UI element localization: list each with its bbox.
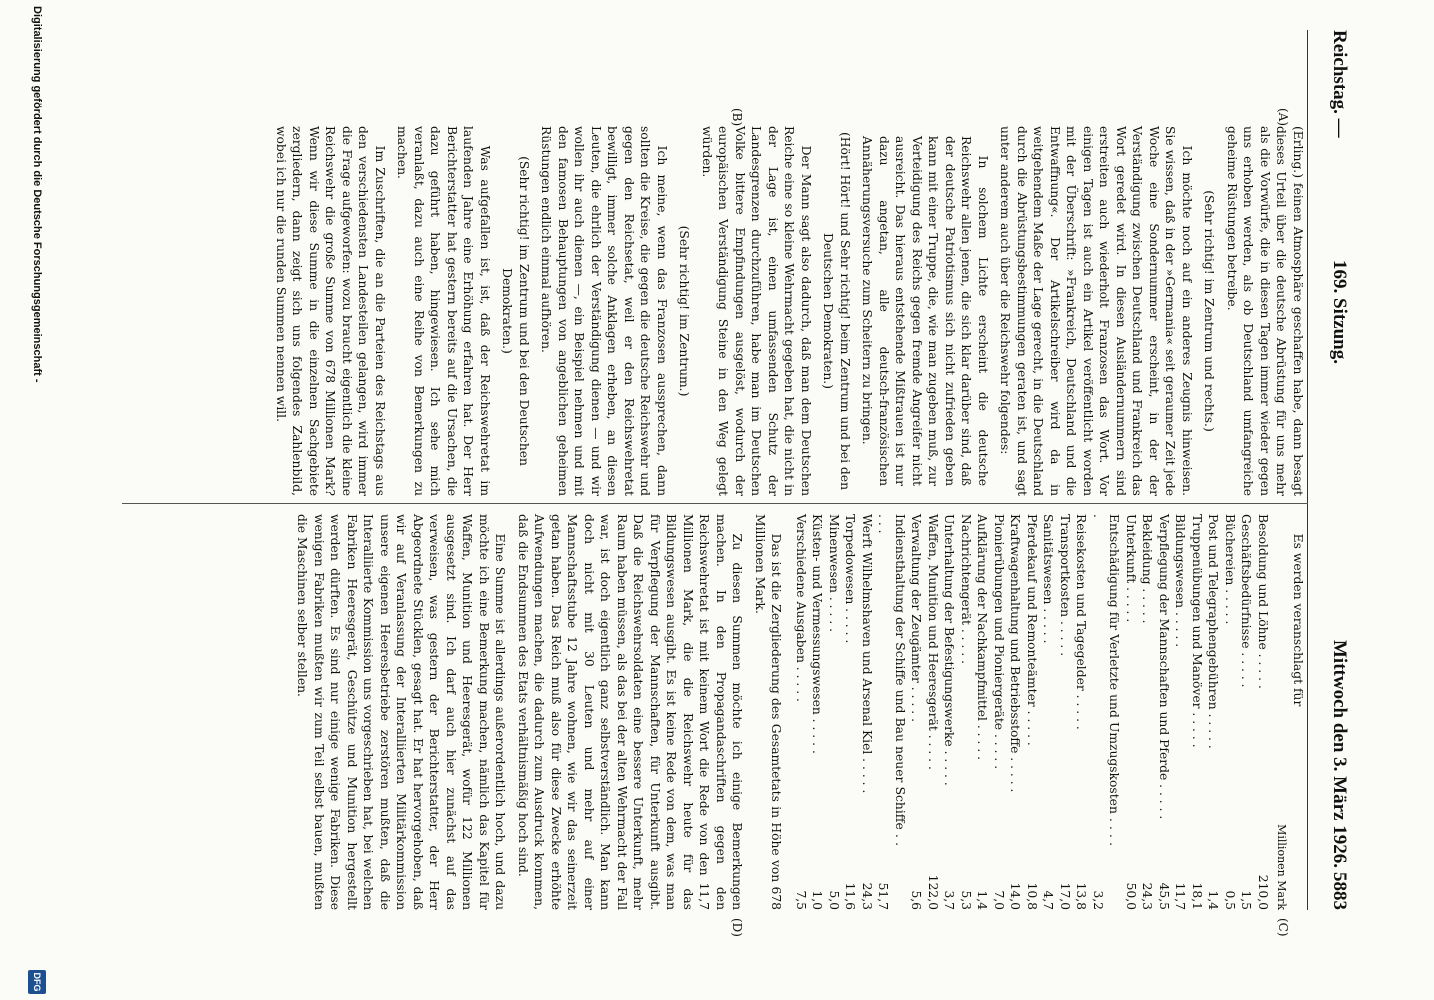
header-rule: [1307, 30, 1308, 910]
table-row: [1123, 514, 1140, 910]
row-value: 3,2: [1091, 890, 1105, 910]
row-label: Post und Telegraphengebühren . . . . .: [1206, 514, 1221, 749]
interjection: (Sehr richtig! im Zentrum und rechts.): [1202, 190, 1217, 432]
paragraph: Das ist die Zergliederung des Gesamtetats in Höhe von 678 Millionen Mark.: [753, 514, 784, 910]
row-label: Verpflegung der Mannschaften und Pferde . . . . .: [1157, 514, 1171, 820]
row-value: 17,0: [1058, 882, 1072, 910]
row-label: Entschädigung für Verletzte und Umzugskosten . . . . .: [1091, 514, 1122, 846]
row-value: 210,0: [1256, 874, 1270, 910]
row-label: Transportkosten . . . . .: [1058, 514, 1072, 657]
table-row: [991, 514, 1008, 910]
row-value: 45,5: [1157, 882, 1171, 910]
row-value: 14,0: [1008, 882, 1023, 910]
page-number: 5883: [1329, 872, 1350, 910]
row-value: 7,5: [794, 890, 808, 910]
row-label: Reisekosten und Tagegelder . . . . .: [1074, 514, 1089, 730]
row-value: 11,6: [843, 882, 858, 910]
row-label: Sanitätswesen . . . . .: [1041, 514, 1056, 644]
interjection: (Hört! Hört! und Sehr richtig! beim Zentrum und bei den Deutschen Demokraten.): [821, 131, 852, 490]
row-value: 1,4: [975, 890, 990, 910]
table-row: [925, 514, 942, 910]
row-label: Waffen, Munition und Heeresgerät . . . . .: [926, 514, 940, 770]
table-row: [826, 514, 843, 910]
table-row: [1073, 514, 1090, 910]
paragraph-text: (Erling.) feinen Atmosphäre geschaffen habe, dann besagt dieses Urteil über die deutsche Abrüstung für uns mehr als die Vorwürfe, die in diesen Tagen immer wieder gegen uns erhoben werden, als ob Deutschland umfangreiche geheime Rüstungen betreibe.: [1225, 126, 1305, 496]
table-row: [1189, 514, 1206, 910]
row-label: Truppenübungen und Manöver . . . . .: [1190, 514, 1204, 748]
row-value: 10,8: [1025, 882, 1039, 910]
right-column: [288, 514, 1306, 910]
row-label: Besoldung und Löhne . . . . .: [1256, 514, 1270, 689]
row-label: Indiensthaltung der Schiffe und Bau neuer Schiffe . . . . .: [876, 514, 907, 846]
row-label: Bildungswesen . . . . .: [1173, 514, 1188, 648]
row-value: 1,5: [1239, 890, 1254, 910]
table-row: [1222, 514, 1239, 910]
row-value: 51,7: [876, 882, 891, 910]
table-row: [958, 514, 975, 910]
row-value: 5,3: [959, 890, 973, 910]
interjection: (Sehr richtig! im Zentrum.): [677, 225, 692, 397]
margin-marker-a: (A): [1276, 108, 1290, 127]
table-row: [793, 514, 810, 910]
table-row: [941, 514, 958, 910]
row-label: Pionierübungen und Pioniergeräte . . . . .: [992, 514, 1006, 770]
row-label: Werft Wilhelmshaven und Arsenal Kiel . . . . .: [860, 514, 874, 794]
table-row: [875, 514, 908, 910]
row-label: Verschiedene Ausgaben . . . . .: [794, 514, 808, 702]
row-value: 4,7: [1041, 890, 1056, 910]
paragraph: Im Zuschriften, die an die Parteien des Reichstags aus den verschiedensten Landesteilen gelangen, wird immer die Frage aufgeworfen: wozu braucht eigentlich die kleine Reichswehr die große Summe von 678 Millionen Mark? Wenn wir diese Summe in die einzelnen Sachgebiete zergliedern, dann zeigt sich uns folgendes Zahlenbild, wobei ich nur die runden Summen nennen will.: [274, 126, 387, 496]
table-row: [1156, 514, 1173, 910]
paragraph: Der Mann sagt also dadurch, daß man dem Deutschen Reiche eine so kleine Wehrmacht gegeben hat, die nicht in der Lage ist, einen umfassenden Schutz der Landesgrenzen durchzuführen, habe man im Deutschen Volke bittere Empfindungen ausgelöst, wodurch der europäischen Verständigung Steine in den Weg gelegt würden.: [700, 126, 813, 496]
table-row: [1090, 514, 1123, 910]
row-label: Büchereien . . . . .: [1223, 514, 1237, 625]
margin-marker-d: (D): [730, 918, 744, 937]
row-value: 24,3: [1140, 882, 1155, 910]
table-row: [1040, 514, 1057, 910]
row-label: Küsten- und Vermessungswesen . . . . .: [810, 514, 825, 754]
margin-marker-b: (B): [730, 108, 744, 127]
row-value: 11,7: [1173, 882, 1188, 910]
row-label: Verwaltung der Zeugämter . . . . .: [909, 514, 924, 722]
table-row: [859, 514, 876, 910]
table-row: [1172, 514, 1189, 910]
paragraph: Zu diesen Summen möchte ich einige Bemerkungen machen. In den Propagandaschriften gegen den Reichswehretat ist mit keinem Wort die Rede von den 11,7 Millionen Mark, die die Reichswehr heute für das Bildungswesen ausgibt. Es ist keine Rede von dem, was man für Verpflegung der Mannschaften, für Unterkunft ausgibt. Daß die Reichswehrsoldaten eine bessere Unterkunft, mehr Raum haben müssen, als das bei der alten Wehrmacht der Fall war, ist doch eigentlich ganz selbstverständlich. Man kann doch nicht mit 30 Leuten und mehr auf einer Mannschaftsstube 12 Jahre wohnen, wie wir das seinerzeit getan haben. Das Reich muß also für diese Zwecke erhöhte Aufwendungen machen, die dadurch zum Ausdruck kommen, daß die Endsummen des Etats verhältnismäßig hoch sind.: [516, 514, 745, 910]
row-value: 0,5: [1223, 890, 1237, 910]
row-value: 1,4: [1206, 890, 1221, 910]
paragraph: Eine Summe ist allerdings außerordentlich hoch, und dazu möchte ich eine Bemerkung machen, nämlich das Kapitel für Waffen, Munition und Heeresgerät, wofür 122 Millionen ausgesetzt sind. Ich darf auch hier zunächst auf das verweisen, was gestern der Berichterstatter, der Herr Abgeordnete Stücklen, gesagt hat. Er hat hervorgehoben, daß wir auf Veranlassung der Interalliierten Militärkommission unsere eigenen Heeresbetriebe zerstören mußten, daß die Interalliierte Kommission uns vorgeschrieben hat, bei welchen Fabriken Heeresgerät, Geschütze und Munition hergestellt werden dürften. Es sind nur einige wenige Fabriken. Diese wenigen Fabriken mußten wir zum Teil selbst bauen, mußten die Maschinen selber stellen.: [295, 514, 508, 910]
row-value: 122,0: [926, 874, 940, 910]
row-label: Kraftwagenhaltung und Betriebsstoffe . . . . .: [1008, 514, 1023, 793]
row-value: 7,0: [992, 890, 1006, 910]
table-row: [842, 514, 859, 910]
row-label: Geschäftsbedürfnisse . . . . .: [1239, 514, 1254, 688]
row-value: 50,0: [1124, 882, 1138, 910]
table-row: [1238, 514, 1255, 910]
budget-table: [793, 514, 1272, 910]
header-left: Reichstag. —: [1329, 30, 1350, 138]
row-value: 3,7: [942, 890, 957, 910]
digitization-footer: [19, 0, 49, 1000]
paragraph: Was aufgefallen ist, ist, daß der Reichswehretat im laufenden Jahre eine Erhöhung erfahren hat. Der Herr Berichterstatter hat gestern bereits auf die Ursachen, die dazu geführt haben, hingewiesen. Ich sehe mich veranlaßt, dazu auch eine Reihe von Bemerkungen zu machen.: [395, 126, 492, 496]
row-label: Bekleidung . . . . .: [1140, 514, 1155, 624]
margin-marker-c: (C): [1276, 918, 1290, 937]
dfg-logo: DFG: [28, 970, 46, 994]
header-date: Mittwoch den 3. März 1926.: [1329, 640, 1350, 868]
page-header: [1314, 30, 1354, 910]
interjection: (Sehr richtig! im Zentrum und bei den Deutschen Demokraten.): [500, 156, 531, 466]
table-row: [1007, 514, 1024, 910]
left-column: [267, 126, 1307, 496]
table-row: [1139, 514, 1156, 910]
footer-text: Digitalisierung gefördert durch die Deutsche Forschungsgemeinschaft -: [31, 6, 43, 383]
table-row: [1255, 514, 1272, 910]
row-label: Torpedowesen . . . . .: [843, 514, 858, 644]
table-unit: Millionen Mark: [1275, 824, 1289, 910]
paragraph: Ich möchte noch auf ein anderes Zeugnis hinweisen. Sie wissen, daß in der »Germania« seit geraumer Zeit jede Woche eine Sondernummer erscheint, in der der Verständigung zwischen Deutschland und Frankreich das Wort geredet wird. In diesen Ausländernummern sind erstreiten auch wiederholt Franzosen das Wort. Vor einigen Tagen ist auch ein Artikel veröffentlicht worden mit der Überschrift: »Frankreich, Deutschland und die Entwaffnung«. Der Artikelschreiber wird da in weitgehendem Maße der Lage gerecht, in die Deutschland durch die Abrüstungsbestimmungen geraten ist, und sagt unter anderem auch über die Reichswehr folgendes:: [998, 126, 1194, 496]
row-label: Nachrichtengerät . . . . .: [959, 514, 973, 665]
row-label: Unterhaltung der Befestigungswerke . . . . .: [942, 514, 957, 786]
row-label: Minenwesen . . . . .: [827, 514, 841, 633]
row-value: 5,6: [909, 890, 924, 910]
row-value: 1,0: [810, 890, 825, 910]
table-row: [1024, 514, 1041, 910]
row-value: 18,1: [1190, 882, 1204, 910]
row-value: 13,8: [1074, 882, 1089, 910]
table-row: [908, 514, 925, 910]
row-value: 24,3: [860, 882, 874, 910]
quotation: In solchem Lichte erscheint die deutsche Reichswehr allen jenen, die sich klar darüber sind, daß der deutsche Patriotismus sich nicht zufrieden geben kann mit einer Truppe, die, wie man zugeben muß, zur Verteidigung des Reichs gegen fremde Angreifer nicht ausreicht. Das hieraus entstehende Mißtrauen ist nur dazu angetan, alle deutsch-französischen Annäherungsversuche zum Scheitern zu bringen.: [860, 136, 990, 486]
table-intro: Es werden veranschlagt für: [1291, 533, 1305, 707]
paragraph: [1224, 126, 1307, 496]
table-row: [1057, 514, 1074, 910]
table-row: [809, 514, 826, 910]
row-label: Pferdekauf und Remonteämter . . . . .: [1025, 514, 1039, 746]
row-label: Unterkunft . . . . .: [1124, 514, 1138, 623]
column-divider: [122, 503, 1308, 504]
row-value: 5,0: [827, 890, 841, 910]
table-row: [1205, 514, 1222, 910]
table-row: [974, 514, 991, 910]
header-session: 169. Sitzung.: [1329, 260, 1350, 364]
row-label: Aufklärung der Nachkampfmittel . . . . .: [975, 514, 990, 761]
paragraph: Ich meine, wenn das Franzosen aussprechen, dann sollten die Kreise, die gegen die deutsche Reichswehr und gegen den Reichsetat, weil er den Reichswehretat bewilligt, immer solche Anklagen erheben, an diesen Leuten, die ehrlich der Verständigung dienen — und wir wollen ihr auch dienen —, ein Beispiel nehmen und mit den famosen Behauptungen von angeblichen geheimen Rüstungen endlich einmal aufhören.: [539, 126, 669, 496]
